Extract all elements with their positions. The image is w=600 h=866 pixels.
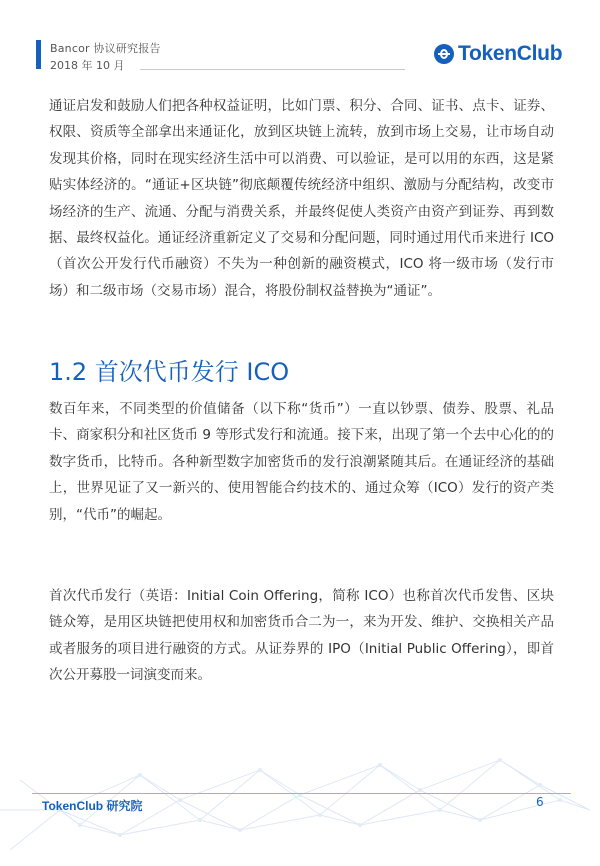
- report-title: Bancor 协议研究报告: [50, 42, 161, 55]
- report-date: 2018 年 10 月: [50, 59, 125, 72]
- tokenclub-logo-icon: [434, 44, 454, 64]
- header-divider: [140, 69, 405, 70]
- logo-text: TokenClub: [458, 42, 563, 65]
- paragraph-token-economy: 通证启发和鼓励人们把各种权益证明，比如门票、积分、合同、证书、点卡、证券、权限、资质等全部拿出来通证化，放到区块链上流转，放到市场上交易，让市场自动发现其价格，同时在现实经济生活中可以消费、可以验证，是可以用的东西，这是紧贴实体经济的。“通证+区块链”彻底颠覆传统经济中组织、激励与分配结构，改变市场经济的生产、流通、分配与消费关系，并最终促使人类资产由资产到证券、再到数据、最终权益化。通证经济重新定义了交易和分配问题，同时通过用代币来进行 ICO（首次公开发行代币融资）不失为一种创新的融资模式，ICO 将一级市场（发行市场）和二级市场（交易市场）混合，将股份制权益替换为“通证”。: [49, 98, 554, 299]
- page-number: 6: [536, 795, 544, 809]
- paragraph-ico-definition: 首次代币发行（英语：Initial Coin Offering，简称 ICO）也称首次代币发售、区块链众筹，是用区块链把使用权和加密货币合二为一，来为开发、维护、交换相关产品或者服务的项目进行融资的方式。从证券界的 IPO（Initial Public Offering），即首次公开募股一词演变而来。: [49, 588, 554, 684]
- footer-brand: TokenClub 研究院: [42, 799, 143, 813]
- section-heading: 1.2 首次代币发行 ICO: [49, 358, 290, 386]
- paragraph-currency-history: 数百年来，不同类型的价值储备（以下称“货币”）一直以钞票、债券、股票、礼品卡、商家积分和社区货币 9 等形式发行和流通。接下来，出现了第一个去中心化的的数字货币，比特币。各种新型数字加密货币的发行浪潮紧随其后。在通证经济的基础上，世界见证了又一新兴的、使用智能合约技术的、通过众筹（ICO）发行的资产类别，“代币”的崛起。: [49, 401, 554, 523]
- header-accent-bar: [36, 40, 41, 69]
- tokenclub-logo: [434, 42, 562, 66]
- page-header: [0, 0, 600, 82]
- footer-divider: [32, 793, 571, 794]
